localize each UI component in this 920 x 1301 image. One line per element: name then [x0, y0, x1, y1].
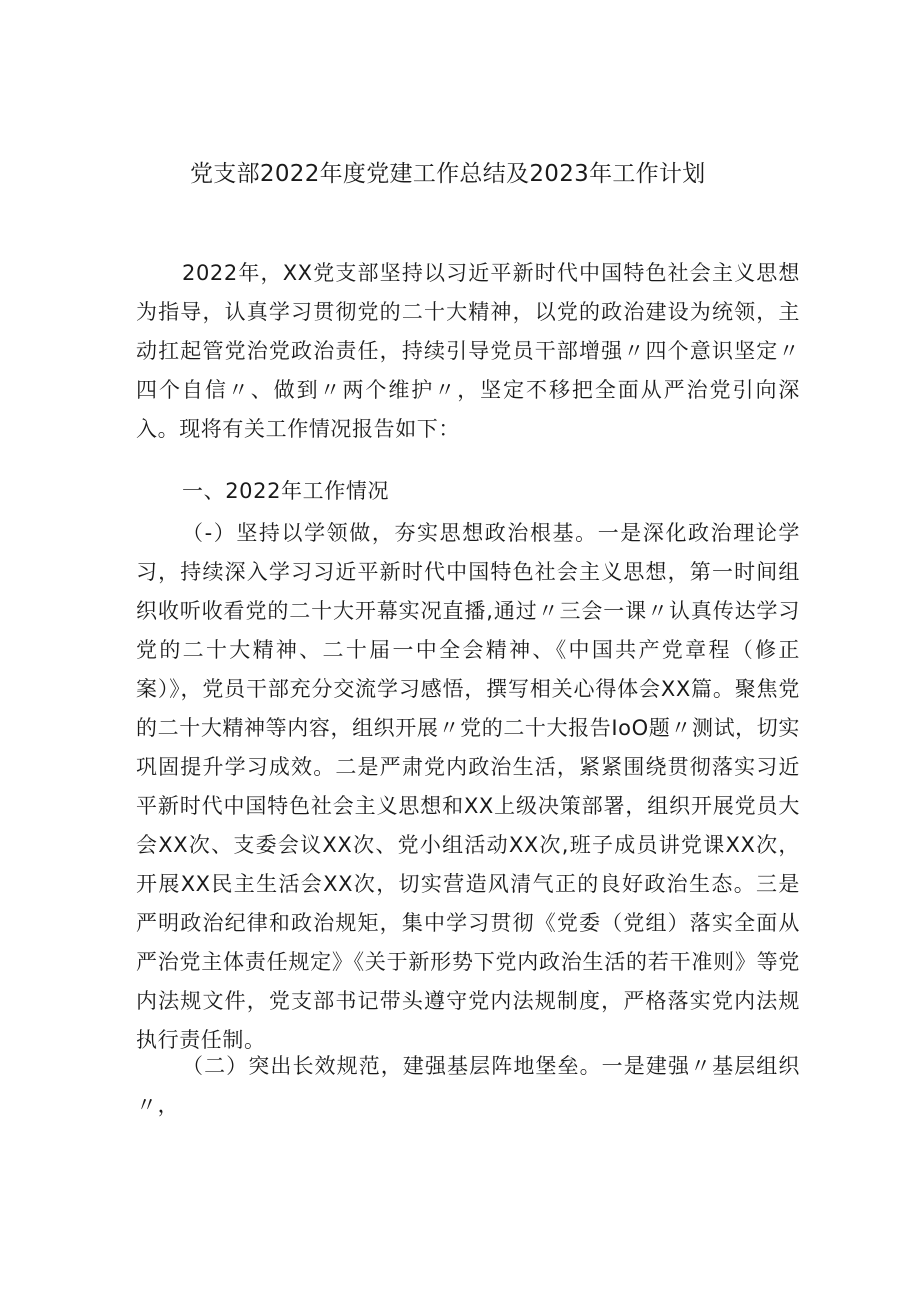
section-1-heading: 一、2022年工作情况: [182, 479, 390, 503]
paragraph-1: [136, 514, 800, 1060]
document-title: 党支部2022年度党建工作总结及2023年工作计划: [190, 161, 706, 187]
intro-paragraph: [136, 254, 800, 449]
paragraph-1-text: （-）坚持以学领做，夯实思想政治根基。一是深化政治理论学习，持续深入学习习近平新时代中国特色社会主义思想，第一时间组织收听收看党的二十大开幕实况直播,通过〃三会一课〃认真传达学习党的二十大精神、二十届一中全会精神、《中国共产党章程（修正案）》，党员干部充分交流学习感悟，撰写相关心得体会XX篇。聚焦党的二十大精神等内容，组织开展〃党的二十大报告IoO题〃测试，切实巩固提升学习成效。二是严肃党内政治生活，紧紧围绕贯彻落实习近平新时代中国特色社会主义思想和XX上级决策部署，组织开展党员大会XX次、支委会议XX次、党小组活动XX次,班子成员讲党课XX次，开展XX民主生活会XX次，切实营造风清气正的良好政治生态。三是严明政治纪律和政治规矩，集中学习贯彻《党委（党组）落实全面从严治党主体责任规定》《关于新形势下党内政治生活的若干准则》等党内法规文件，党支部书记带头遵守党内法规制度，严格落实党内法规执行责任制。: [136, 521, 800, 1052]
paragraph-2-text: （二）突出长效规范，建强基层阵地堡垒。一是建强〃基层组织〃，: [136, 1054, 800, 1117]
paragraph-2: [136, 1047, 800, 1125]
intro-text: 2022年，XX党支部坚持以习近平新时代中国特色社会主义思想为指导，认真学习贯彻党的二十大精神，以党的政治建设为统领，主动扛起管党治党政治责任，持续引导党员干部增强〃四个意识坚定〃四个自信〃、做到〃两个维护〃，坚定不移把全面从严治党引向深入。现将有关工作情况报告如下：: [136, 261, 800, 441]
section-1-heading-block: [136, 472, 800, 511]
